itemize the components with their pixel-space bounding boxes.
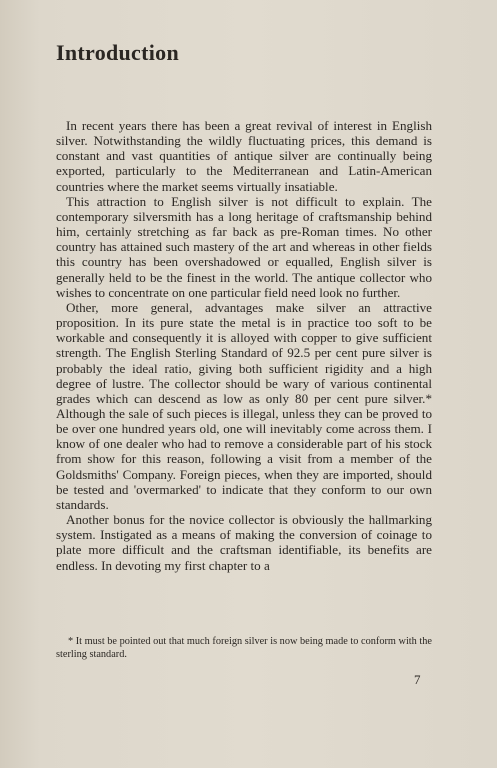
body-text xyxy=(56,118,432,573)
footnote xyxy=(56,635,432,661)
paragraph-2: This attraction to English silver is not difficult to explain. The contemporary silversmith has a long heritage of craftsmanship behind him, certainly stretching as far back as pre-Roman times. No other country has attained such mastery of the art and whereas in other fields this country has been overshadowed or equalled, English silver is generally held to be the finest in the world. The antique collector who wishes to concentrate on one particular field need look no further. xyxy=(56,193,432,300)
paragraph-3: Other, more general, advantages make silver an attractive proposition. In its pure state the metal is in practice too soft to be workable and consequently it is alloyed with copper to give sufficient strength. The English Sterling Standard of 92.5 per cent pure silver is probably the ideal ratio, giving both sufficient rigidity and a high degree of lustre. The collector should be wary of various continental grades which can descend as low as only 80 per cent pure silver.* Although the sale of such pieces is illegal, unless they can be proved to be over one hundred years old, one will inevitably come across them. I know of one dealer who had to remove a considerable part of his stock from show for this reason, following a visit from a member of the Goldsmiths' Company. Foreign pieces, when they are imported, should be tested and 'overmarked' to indicate that they conform to our own standards. xyxy=(56,299,432,512)
page-title: Introduction xyxy=(56,40,179,65)
paragraph-4: Another bonus for the novice collector is obviously the hallmarking system. Instigated as a means of making the conversion of coinage to plate more difficult and the craftsman identifiable, its benefits are endless. In devoting my first chapter to a xyxy=(56,512,432,573)
footnote-text: * It must be pointed out that much foreign silver is now being made to conform with the sterling standard. xyxy=(56,636,432,660)
paragraph-1: In recent years there has been a great revival of interest in English silver. Notwithstanding the wildly fluctuating prices, this demand is constant and vast quantities of antique silver are continually being exported, particularly to the Mediterranean and Latin-American countries where the market seems virtually insatiable. xyxy=(56,118,432,194)
page-number: 7 xyxy=(414,672,421,687)
